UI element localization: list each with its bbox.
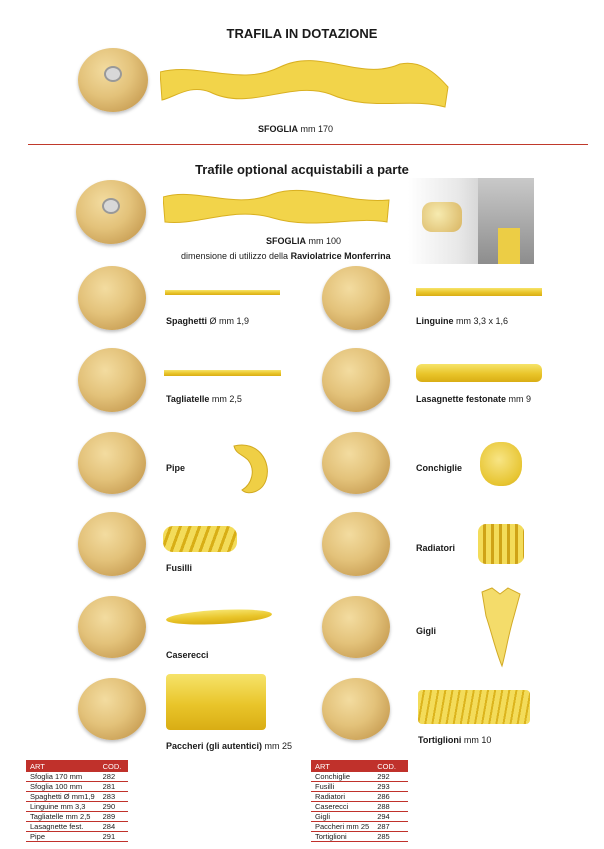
fusilli-pasta-image: [163, 526, 237, 552]
sfoglia-100-ribbon-image: [163, 182, 391, 232]
gigli-name: Gigli: [416, 626, 436, 636]
section-title-optional: Trafile optional acquistabili a parte: [195, 162, 409, 177]
lasagnette-name: Lasagnette festonate: [416, 394, 507, 404]
table-row: [26, 782, 128, 792]
table-row: [311, 832, 408, 842]
divider: [28, 144, 588, 145]
lasagnette-size: mm 9: [508, 394, 532, 404]
die-pipe-image: [78, 432, 146, 494]
table-cell-art: Lasagnette fest.: [26, 822, 99, 832]
sfoglia-100-machine: Raviolatrice Monferrina: [290, 251, 391, 261]
die-sfoglia-100-image: [76, 180, 146, 244]
spaghetti-size: Ø mm 1,9: [209, 316, 250, 326]
table-cell-art: Gigli: [311, 812, 373, 822]
table-cell-cod: 286: [373, 792, 408, 802]
die-tagliatelle-image: [78, 348, 146, 412]
paccheri-pasta-image: [166, 674, 266, 730]
table-cell-art: Pipe: [26, 832, 99, 842]
table-row: [311, 782, 408, 792]
spaghetti-pasta-image: [165, 290, 280, 295]
table-row: [26, 792, 128, 802]
table-cell-art: Linguine mm 3,3: [26, 802, 99, 812]
table-cell-cod: 293: [373, 782, 408, 792]
codes-table-left: [26, 760, 128, 842]
section-title-standard: TRAFILA IN DOTAZIONE: [226, 26, 378, 41]
sfoglia-170-name: SFOGLIA: [258, 124, 298, 134]
raviolatrice-machine-image: [408, 178, 534, 264]
die-paccheri-image: [78, 678, 146, 740]
tortiglioni-pasta-image: [418, 690, 530, 724]
caserecci-name: Caserecci: [166, 650, 209, 660]
codes-table-right: [311, 760, 408, 842]
table-cell-cod: 294: [373, 812, 408, 822]
table-cell-art: Sfoglia 170 mm: [26, 772, 99, 782]
sfoglia-100-size: mm 100: [308, 236, 342, 246]
table-header-art: ART: [26, 760, 99, 772]
table-cell-cod: 281: [99, 782, 128, 792]
fusilli-name: Fusilli: [166, 563, 193, 573]
table-cell-cod: 282: [99, 772, 128, 782]
table-cell-cod: 288: [373, 802, 408, 812]
table-header-cod: COD.: [99, 760, 128, 772]
conchiglie-pasta-image: [480, 442, 522, 486]
table-cell-art: Caserecci: [311, 802, 373, 812]
table-cell-art: Spaghetti Ø mm1,9: [26, 792, 99, 802]
paccheri-size: mm 25: [264, 741, 293, 751]
die-sfoglia-170-image: [78, 48, 148, 112]
spaghetti-name: Spaghetti: [166, 316, 208, 326]
table-cell-cod: 287: [373, 822, 408, 832]
sfoglia-100-name: SFOGLIA: [266, 236, 306, 246]
table-row: [26, 812, 128, 822]
table-header-art: ART: [311, 760, 373, 772]
table-row: [26, 822, 128, 832]
die-spaghetti-image: [78, 266, 146, 330]
caserecci-pasta-image: [166, 607, 273, 627]
table-cell-cod: 285: [373, 832, 408, 842]
die-linguine-image: [322, 266, 390, 330]
linguine-pasta-image: [416, 288, 542, 296]
table-header-cod: COD.: [373, 760, 408, 772]
die-caserecci-image: [78, 596, 146, 658]
table-cell-cod: 290: [99, 802, 128, 812]
table-cell-cod: 289: [99, 812, 128, 822]
table-cell-cod: 284: [99, 822, 128, 832]
radiatori-name: Radiatori: [416, 543, 456, 553]
sfoglia-170-ribbon-image: [160, 52, 450, 122]
tortiglioni-size: mm 10: [463, 735, 492, 745]
die-lasagnette-image: [322, 348, 390, 412]
linguine-name: Linguine: [416, 316, 454, 326]
table-row: [311, 802, 408, 812]
table-cell-art: Fusilli: [311, 782, 373, 792]
die-fusilli-image: [78, 512, 146, 576]
linguine-size: mm 3,3 x 1,6: [456, 316, 509, 326]
radiatori-pasta-image: [478, 524, 524, 564]
pipe-name: Pipe: [166, 463, 186, 473]
table-cell-art: Conchiglie: [311, 772, 373, 782]
die-tortiglioni-image: [322, 678, 390, 740]
gigli-pasta-image: [478, 586, 524, 670]
table-row: [26, 772, 128, 782]
table-cell-art: Tagliatelle mm 2,5: [26, 812, 99, 822]
table-row: [26, 802, 128, 812]
tagliatelle-pasta-image: [164, 370, 281, 376]
table-row: [311, 792, 408, 802]
table-row: [26, 832, 128, 842]
table-cell-cod: 291: [99, 832, 128, 842]
die-gigli-image: [322, 596, 390, 658]
table-cell-art: Radiatori: [311, 792, 373, 802]
lasagnette-pasta-image: [416, 364, 542, 382]
pipe-pasta-image: [228, 440, 272, 496]
tagliatelle-size: mm 2,5: [211, 394, 242, 404]
table-row: [311, 822, 408, 832]
table-row: [311, 772, 408, 782]
conchiglie-name: Conchiglie: [416, 463, 463, 473]
tagliatelle-name: Tagliatelle: [166, 394, 210, 404]
sfoglia-100-usage: dimensione di utilizzo della: [181, 251, 289, 261]
table-cell-art: Paccheri mm 25: [311, 822, 373, 832]
paccheri-name: Paccheri (gli autentici): [166, 741, 263, 751]
table-cell-art: Sfoglia 100 mm: [26, 782, 99, 792]
table-cell-cod: 283: [99, 792, 128, 802]
table-cell-art: Tortiglioni: [311, 832, 373, 842]
die-conchiglie-image: [322, 432, 390, 494]
tortiglioni-name: Tortiglioni: [418, 735, 462, 745]
table-row: [311, 812, 408, 822]
sfoglia-170-size: mm 170: [300, 124, 334, 134]
table-cell-cod: 292: [373, 772, 408, 782]
die-radiatori-image: [322, 512, 390, 576]
